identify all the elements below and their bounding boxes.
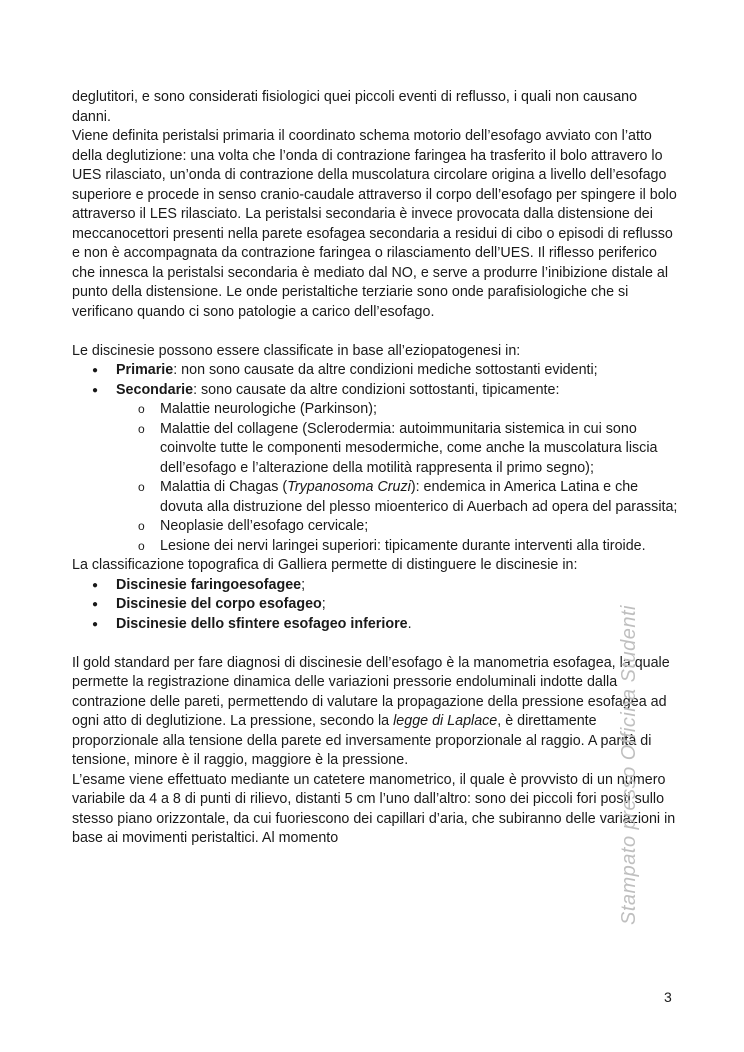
list-item: ● Discinesie faringoesofagee; — [72, 576, 678, 596]
list-item: o Neoplasie dell’esofago cervicale; — [72, 517, 678, 537]
paragraph-peristalsi: Viene definita peristalsi primaria il coordinato schema motorio dell’esofago avviato con l’atto della deglutizione: una volta che l’onda di contrazione faringea ha trasferito il bolo attravero lo UES rilasciato, un’onda di contrazione della muscolatura circolare origina a livello dell’esofago superiore e procede in senso cranio-caudale attraverso il corpo dell’esofago per spingere il bolo attraverso il LES rilasciato. La peristalsi secondaria è invece provocata dalla distensione dei meccanocettori presenti nella parete esofagea secondaria a residui di cibo o episodi di reflusso e non è accompagnata da contrazione faringea o rilasciamento dell’UES. Il riflesso periferico che innesca la peristalsi secondaria è mediato dal NO, e serve a produrre l’inibizione distale al punto della distensione. Le onde peristaltiche terziarie sono onde parafisiologiche che si verificano quando ci sono patologie a carico dell’esofago. — [72, 128, 677, 320]
page-number: 3 — [664, 989, 672, 1005]
list-item: ● Discinesie del corpo esofageo; — [72, 595, 678, 615]
paragraph-deglutitori: deglutitori, e sono considerati fisiologici quei piccoli eventi di reflusso, i quali non causano danni. — [72, 89, 638, 125]
list-item: o Malattia di Chagas (Trypanosoma Cruzi): endemica in America Latina e che dovuta alla distruzione del plesso mioenterico di Auerbach ad opera del parassita; — [72, 478, 678, 517]
etiopathogenesis-list — [72, 361, 678, 400]
list-item: o Malattie neurologiche (Parkinson); — [72, 400, 678, 420]
list-item: o Malattie del collagene (Sclerodermia: autoimmunitaria sistemica in cui sono coinvolte tutte le componenti mesodermiche, come anche la muscolatura liscia dell’esofago e l’alterazione della motilità rappresenta il primo segno); — [72, 420, 678, 479]
paragraph-gold-standard: Il gold standard per fare diagnosi di discinesie dell’esofago è la manometria esofagea, la quale permette la registrazione dinamica delle variazioni pressorie endoluminali indotte dalla contrazione delle pareti, permettendo di valutare la propagazione della pressione esofagea ad ogni atto di deglutizione. La pressione, secondo la legge di Laplace, è direttamente proporzionale alla tensione della parete ed inversamente proporzionale al raggio. A parità di tensione, minore è il raggio, maggiore è la pressione. — [72, 654, 670, 768]
watermark: Stampato presso Officina Studenti — [618, 605, 640, 925]
document-body — [72, 88, 678, 849]
list-item: o Lesione dei nervi laringei superiori: tipicamente durante interventi alla tiroide. — [72, 537, 678, 557]
list-item-primarie: ● Primarie: non sono causate da altre condizioni mediche sottostanti evidenti; — [72, 361, 678, 381]
paragraph-esame: L’esame viene effettuato mediante un catetere manometrico, il quale è provvisto di un numero variabile da 4 a 8 di punti di rilievo, distanti 5 cm l’uno dall’altro: sono dei piccoli fori posti sullo stesso piano orizzontale, da cui fuoriescono dei capillari d’aria, che subiranno delle variazioni in base ai movimenti peristaltici. Al momento — [72, 771, 676, 846]
paragraph-classification-intro: Le discinesie possono essere classificate in base all’eziopatogenesi in: — [72, 342, 521, 359]
paragraph-galliera-intro: La classificazione topografica di Galliera permette di distinguere le discinesie in: — [72, 557, 578, 573]
list-item: ● Discinesie dello sfintere esofageo inferiore. — [72, 615, 678, 635]
list-item-secondarie: ● Secondarie: sono causate da altre condizioni sottostanti, tipicamente: — [72, 381, 678, 401]
secondarie-sublist — [72, 400, 678, 556]
galliera-list — [72, 576, 678, 635]
